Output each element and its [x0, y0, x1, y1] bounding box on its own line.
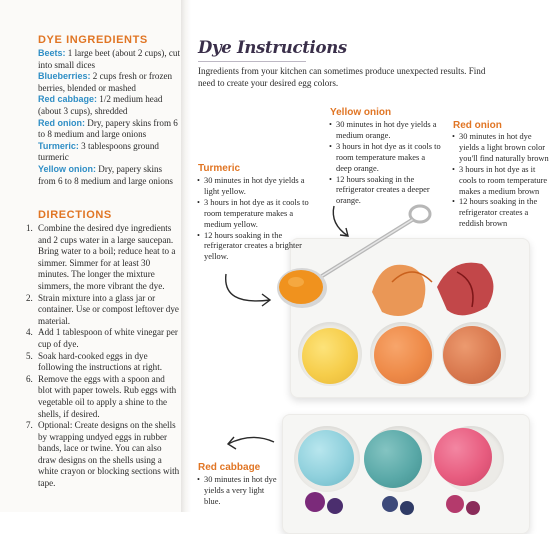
dye-bullet: • 3 hours in hot dye as it cools to room temperature makes a medium yellow.	[197, 198, 315, 231]
ingredient-text: Dry, papery skins from 6 to 8 medium and large onions	[38, 163, 173, 186]
step-text: Optional: Create designs on the shells by wrapping undyed eggs in rubber bands, lace or twine. You can also draw designs on the shells using a white crayon or blocking sections with tape.	[38, 420, 180, 489]
ingredient-name: Red cabbage:	[38, 94, 98, 105]
step-number: 5.	[26, 350, 33, 361]
ingredient-item	[38, 118, 180, 141]
dye-heading-red-cabbage: Red cabbage	[198, 462, 261, 473]
arrow-icon	[222, 428, 278, 458]
red-onion-bullets	[452, 132, 552, 230]
arrow-icon	[326, 202, 366, 242]
yellow-egg	[302, 328, 358, 384]
ingredient-name: Turmeric:	[38, 140, 79, 151]
ingredient-text: 2 cups fresh or frozen berries, blended or mashed	[38, 71, 173, 93]
dye-bullet: • 12 hours soaking in the refrigerator creates a brighter yellow.	[197, 231, 315, 264]
dye-heading-red-onion: Red onion	[453, 120, 502, 131]
berries-cabbage-illustration	[295, 480, 495, 512]
pink-egg	[434, 428, 492, 486]
title-underline	[198, 61, 306, 62]
ingredient-text: 3 tablespoons ground turmeric	[38, 140, 159, 163]
dye-bullet: • 3 hours in hot dye as it cools to room temperature makes a medium brown	[452, 165, 552, 198]
dye-bullet: • 30 minutes in hot dye yields a medium orange.	[329, 120, 441, 142]
direction-step	[26, 293, 181, 328]
ingredient-name: Yellow onion:	[38, 163, 96, 174]
arrow-icon	[220, 270, 278, 318]
step-text: Combine the desired dye ingredients and 2 cups water in a large saucepan. Bring water to a boil; reduce heat to a simmer. Simmer for at least 30 minutes. The longer the mixture simmers, the more vibrant the dye.	[38, 223, 176, 291]
ingredient-item	[38, 48, 180, 71]
dye-bullet: • 30 minutes in hot dye yields a light yellow.	[197, 176, 315, 198]
ingredient-item	[38, 94, 180, 117]
ingredient-item	[38, 141, 180, 164]
step-text: Strain mixture into a glass jar or container. Use or compost leftover dye material.	[38, 292, 179, 326]
intro-line-1: Ingredients from your kitchen can sometimes produce unexpected results. Find	[198, 66, 486, 76]
directions-list	[26, 223, 181, 490]
dye-bullet: • 30 minutes in hot dye yields a light brown color you'll find naturally brown	[452, 132, 552, 165]
page-gutter	[181, 0, 191, 512]
ingredient-text: Dry, papery skins from 6 to 8 medium and large onions	[38, 117, 178, 140]
direction-step	[26, 374, 181, 420]
ingredient-item	[38, 164, 180, 187]
dye-heading-yellow-onion: Yellow onion	[330, 107, 392, 118]
dye-bullet: • 12 hours soaking in the refrigerator creates a deeper orange.	[329, 175, 441, 208]
direction-step	[26, 351, 181, 374]
red-cabbage-bullets	[197, 475, 277, 508]
directions-heading: DIRECTIONS	[38, 209, 112, 221]
step-number: 2.	[26, 292, 33, 303]
dye-bullet: • 3 hours in hot dye as it cools to room temperature makes a deep orange.	[329, 142, 441, 175]
intro-text	[198, 66, 538, 89]
left-column	[0, 0, 181, 512]
page-title: Dye Instructions	[198, 38, 347, 57]
ingredient-item	[38, 71, 180, 94]
step-text: Add 1 tablespoon of white vinegar per cup of dye.	[38, 327, 178, 349]
step-text: Remove the eggs with a spoon and blot with paper towels. Rub eggs with vegetable oil to apply a shine to the shells, if desired.	[38, 373, 177, 419]
brown-egg	[443, 326, 501, 384]
intro-line-2: need to create your desired egg colors.	[198, 77, 339, 88]
step-number: 6.	[26, 373, 33, 384]
dye-heading-turmeric: Turmeric	[198, 163, 241, 174]
dye-bullet: • 30 minutes in hot dye yields a very light blue.	[197, 475, 277, 508]
step-number: 4.	[26, 327, 33, 338]
turmeric-bullets	[197, 176, 315, 263]
dye-ingredients-heading: DYE INGREDIENTS	[38, 34, 148, 46]
direction-step	[26, 223, 181, 293]
direction-step	[26, 327, 181, 350]
step-text: Soak hard-cooked eggs in dye following the instructions at right.	[38, 350, 163, 373]
yellow-onion-bullets	[329, 120, 441, 207]
ingredient-name: Beets:	[38, 48, 66, 58]
ingredient-name: Blueberries:	[38, 71, 91, 82]
ingredient-text: 1 large beet (about 2 cups), cut into small dices	[38, 48, 180, 70]
direction-step	[26, 420, 181, 490]
orange-egg	[374, 326, 432, 384]
ingredient-text: 1/2 medium head (about 3 cups), shredded	[38, 94, 163, 116]
step-number: 1.	[26, 223, 33, 233]
ingredients-list	[38, 48, 180, 187]
dye-bullet: • 12 hours soaking in the refrigerator creates a reddish brown	[452, 197, 552, 230]
light-blue-egg	[298, 430, 354, 486]
step-number: 7.	[26, 420, 33, 431]
ingredient-name: Red onion:	[38, 117, 85, 128]
